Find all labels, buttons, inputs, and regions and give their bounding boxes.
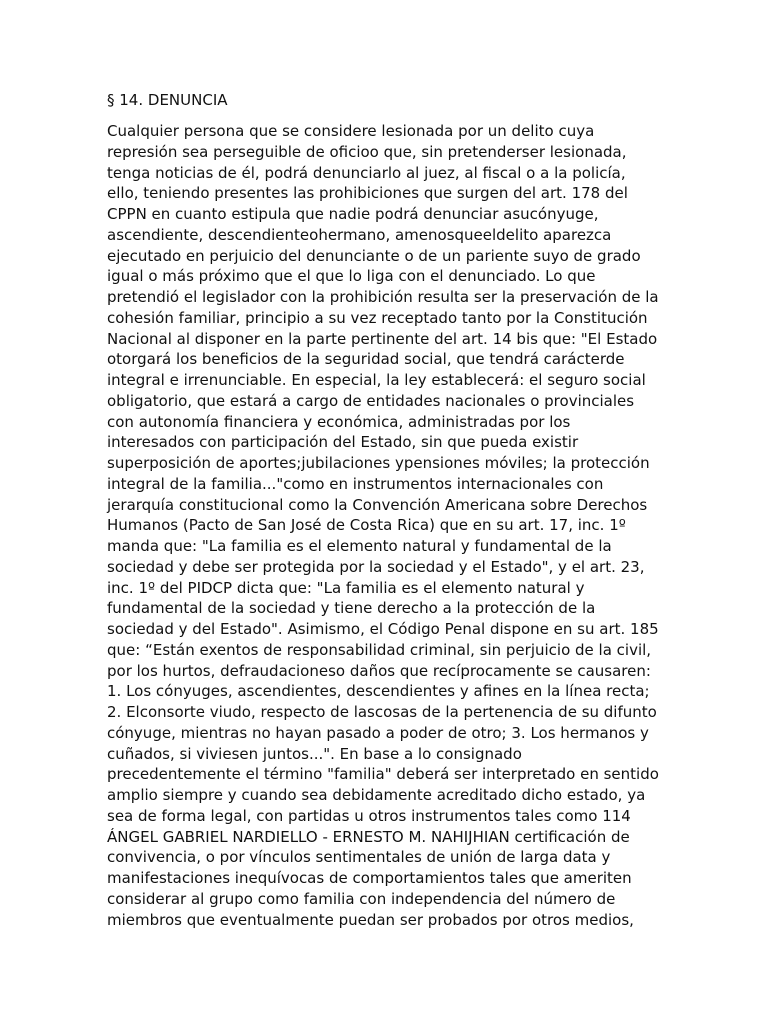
paragraph-line: cónyuge, mientras no hayan pasado a poder de otro; 3. Los hermanos y (107, 723, 649, 742)
paragraph-line: integral e irrenunciable. En especial, la ley establecerá: el seguro social (107, 371, 646, 389)
paragraph-line: integral de la familia..."como en instrumentos internacionales con (107, 474, 604, 493)
paragraph-line: 2. Elconsorte viudo, respecto de lascosas de la pertenencia de su difunto (107, 703, 657, 721)
paragraph-line: otorgará los beneficios de la seguridad social, que tendrá carácterde (107, 350, 625, 369)
body-paragraph (107, 121, 667, 930)
paragraph-line: sea de forma legal, con partidas u otros instrumentos tales como 114 (107, 806, 631, 825)
paragraph-line: precedentemente el término "familia" deberá ser interpretado en sentido (107, 765, 659, 784)
paragraph-line: convivencia, o por vínculos sentimentales de unión de larga data y (107, 848, 611, 867)
paragraph-line: interesados con participación del Estado, sin que pueda existir (107, 433, 579, 452)
paragraph-line: que: “Están exentos de responsabilidad criminal, sin perjuicio de la civil, (107, 640, 652, 659)
paragraph-line: tenga noticias de él, podrá denunciarlo al juez, al fiscal o a la policía, (107, 163, 626, 182)
paragraph-line: inc. 1º del PIDCP dicta que: "La familia es el elemento natural y (107, 578, 585, 597)
paragraph-line: miembros que eventualmente puedan ser probados por otros medios, (107, 910, 634, 929)
paragraph-line: fundamental de la sociedad y tiene derecho a la protección de la (107, 599, 596, 618)
paragraph-line: manda que: "La familia es el elemento natural y fundamental de la (107, 537, 612, 555)
paragraph-line: CPPN en cuanto estipula que nadie podrá denunciar asucónyuge, (107, 205, 599, 223)
paragraph-line: considerar al grupo como familia con independencia del número de (107, 889, 616, 908)
paragraph-line: Humanos (Pacto de San José de Costa Rica) que en su art. 17, inc. 1º (107, 516, 626, 535)
paragraph-line: sociedad y del Estado". Asimismo, el Código Penal dispone en su art. 185 (107, 620, 659, 638)
paragraph-line: ÁNGEL GABRIEL NARDIELLO - ERNESTO M. NAHIJHIAN certificación de (107, 827, 630, 846)
paragraph-line: manifestaciones inequívocas de comportamientos tales que ameriten (107, 869, 632, 887)
paragraph-line: ejecutado en perjuicio del denunciante o de un pariente suyo de grado (107, 246, 641, 265)
paragraph-line: Nacional al disponer en la parte pertinente del art. 14 bis que: "El Estado (107, 329, 658, 348)
paragraph-line: Cualquier persona que se considere lesionada por un delito cuya (107, 122, 595, 140)
paragraph-line: con autonomía financiera y económica, administradas por los (107, 412, 571, 431)
paragraph-line: amplio siempre y cuando sea debidamente acreditado dicho estado, ya (107, 786, 646, 804)
paragraph-line: ello, teniendo presentes las prohibiciones que surgen del art. 178 del (107, 184, 628, 203)
paragraph-line: superposición de aportes;jubilaciones ypensiones móviles; la protección (107, 454, 650, 472)
paragraph-line: igual o más próximo que el que lo liga con el denunciado. Lo que (107, 267, 596, 286)
paragraph-line: ascendiente, descendienteohermano, amenosqueeldelito aparezca (107, 225, 612, 244)
paragraph-line: pretendió el legislador con la prohibición resulta ser la preservación de la (107, 288, 659, 306)
section-heading: § 14. DENUNCIA (107, 91, 228, 109)
paragraph-line: represión sea perseguible de oficioo que, sin pretenderser lesionada, (107, 142, 627, 161)
paragraph-line: obligatorio, que estará a cargo de entidades nacionales o provinciales (107, 391, 635, 410)
document-page (107, 90, 667, 930)
paragraph-line: por los hurtos, defraudacioneso daños que recíprocamente se causaren: (107, 661, 651, 680)
paragraph-line: 1. Los cónyuges, ascendientes, descendientes y afines en la línea recta; (107, 682, 650, 701)
paragraph-line: cuñados, si viviesen juntos...". En base a lo consignado (107, 744, 522, 763)
paragraph-line: sociedad y debe ser protegida por la sociedad y el Estado", y el art. 23, (107, 557, 645, 576)
paragraph-line: jerarquía constitucional como la Convención Americana sobre Derechos (107, 495, 648, 514)
paragraph-line: cohesión familiar, principio a su vez receptado tanto por la Constitución (107, 308, 648, 327)
